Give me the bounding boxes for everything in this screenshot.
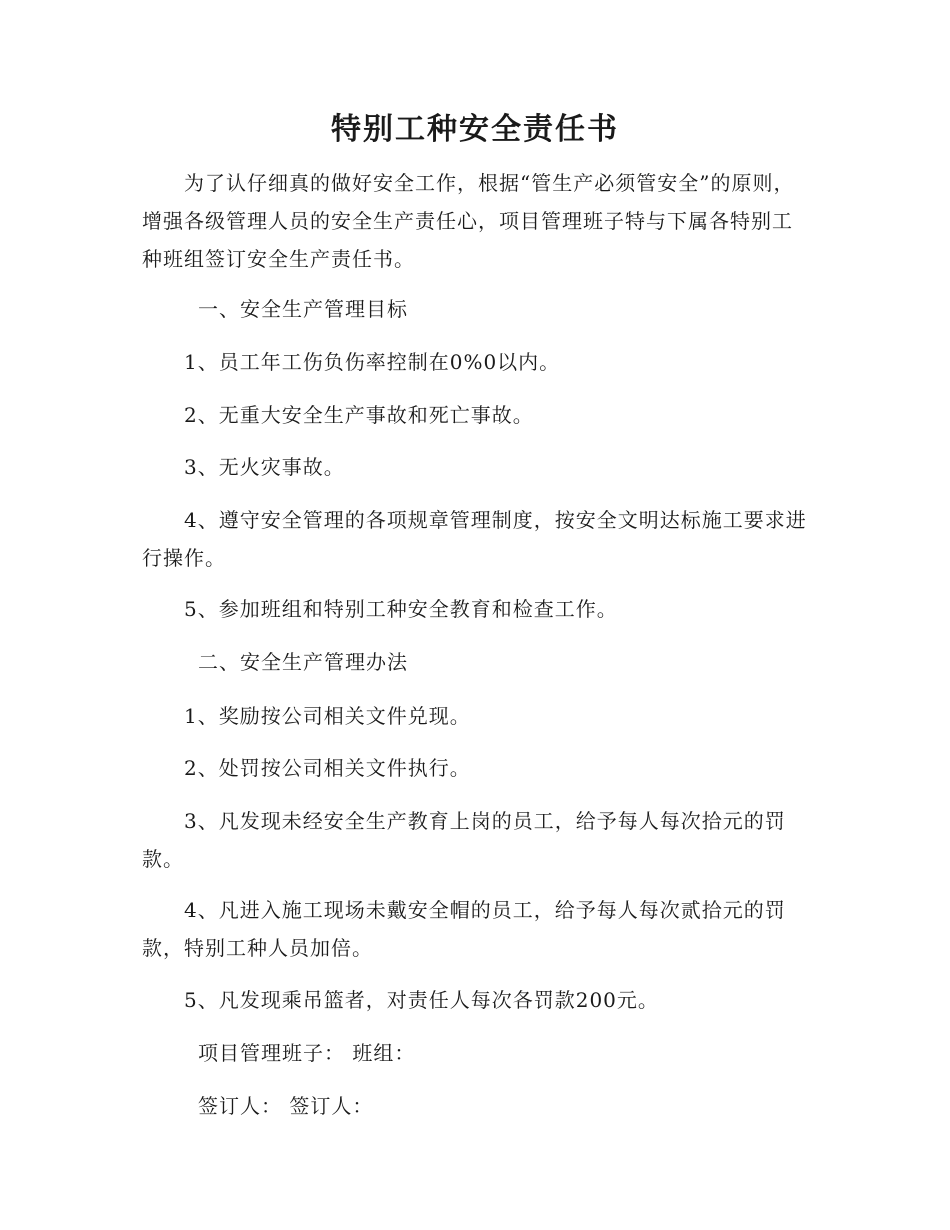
document-title: 特别工种安全责任书 [331, 112, 619, 147]
section2-item-2: 2、处罚按公司相关文件执行。 [184, 756, 471, 780]
section1-item-1: 1、员工年工伤负伤率控制在0%0以内。 [184, 350, 561, 374]
intro-paragraph: 为了认仔细真的做好安全工作，根据“管生产必须管安全”的原则，增强各级管理人员的安全生产责任心，项目管理班子特与下属各特别工种班组签订安全生产责任书。 [142, 171, 795, 271]
section1-item-2: 2、无重大安全生产事故和死亡事故。 [184, 403, 534, 427]
section2-item-4: 4、凡进入施工现场未戴安全帽的员工，给予每人每次贰拾元的罚款，特别工种人员加倍。 [142, 898, 786, 960]
section2-heading: 二、安全生产管理办法 [198, 650, 408, 674]
signature-line-team: 项目管理班子： 班组： [198, 1041, 416, 1065]
section1-item-3: 3、无火灾事故。 [184, 455, 345, 479]
section2-item-3: 3、凡发现未经安全生产教育上岗的员工，给予每人每次拾元的罚款。 [142, 809, 786, 871]
section1-item-4: 4、遵守安全管理的各项规章管理制度，按安全文明达标施工要求进行操作。 [142, 508, 807, 570]
section2-item-1: 1、奖励按公司相关文件兑现。 [184, 704, 471, 728]
section1-heading: 一、安全生产管理目标 [198, 297, 408, 321]
signature-line-signers: 签订人： 签订人： [198, 1094, 374, 1118]
section2-item-5: 5、凡发现乘吊篮者，对责任人每次各罚款200元。 [184, 988, 659, 1012]
section1-item-5: 5、参加班组和特别工种安全教育和检查工作。 [184, 597, 618, 621]
